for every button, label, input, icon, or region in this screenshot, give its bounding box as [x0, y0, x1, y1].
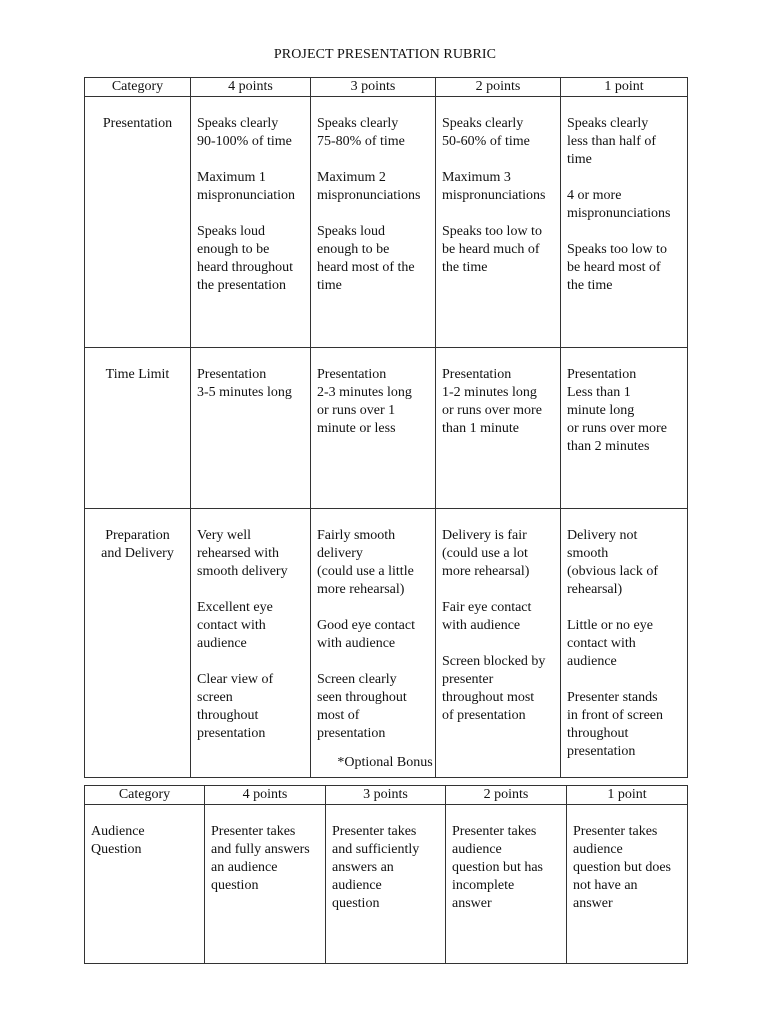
rubric-cell	[311, 348, 436, 509]
rubric-cell	[567, 805, 688, 964]
criterion-text: Clear view of screen throughout presentation	[197, 672, 274, 741]
criterion-text: Maximum 1 mispronunciation	[197, 170, 295, 203]
header-category: Category	[85, 78, 191, 97]
table-row-presentation	[85, 97, 688, 348]
criterion-text: Fair eye contact with audience	[442, 600, 532, 633]
page-title: PROJECT PRESENTATION RUBRIC	[273, 47, 497, 62]
criterion-text: Good eye contact with audience	[317, 618, 415, 651]
criterion-text: Delivery is fair (could use a lot more rehearsal)	[442, 528, 530, 579]
criterion-text: Presenter takes and sufficiently answers an audience question	[332, 824, 420, 911]
criterion-text: Presenter takes audience question but does not have an answer	[573, 824, 671, 911]
rubric-cell	[561, 348, 688, 509]
rubric-cell	[191, 97, 311, 348]
criterion-text: Little or no eye contact with audience	[567, 618, 653, 669]
criterion-text: Presenter stands in front of screen throughout presentation	[567, 690, 664, 759]
header-3-points: 3 points	[311, 78, 436, 97]
criterion-text: Maximum 2 mispronunciations	[317, 170, 421, 203]
rubric-cell	[561, 97, 688, 348]
rubric-cell	[191, 348, 311, 509]
header-row	[85, 78, 688, 97]
rubric-cell	[436, 97, 561, 348]
criterion-text: Excellent eye contact with audience	[197, 600, 273, 651]
category-label: Preparation and Delivery	[101, 528, 174, 561]
table-row-audience-question	[85, 805, 688, 964]
criterion-text: Fairly smooth delivery (could use a little more rehearsal)	[317, 528, 414, 597]
rubric-cell	[311, 509, 436, 778]
criterion-text: Presentation Less than 1 minute long or runs over more than 2 minutes	[567, 367, 667, 454]
criterion-text: Speaks clearly 75-80% of time	[317, 116, 405, 149]
criterion-text: Presentation 3-5 minutes long	[197, 367, 292, 400]
header-2-points: 2 points	[436, 78, 561, 97]
header-4-points: 4 points	[191, 78, 311, 97]
header-3-points: 3 points	[326, 786, 446, 805]
criterion-text: Speaks clearly 90-100% of time	[197, 116, 292, 149]
criterion-text: Speaks too low to be heard most of the time	[567, 242, 667, 293]
criterion-text: Speaks loud enough to be heard throughout the presentation	[197, 224, 294, 293]
header-1-point: 1 point	[561, 78, 688, 97]
header-4-points: 4 points	[205, 786, 326, 805]
criterion-text: Speaks loud enough to be heard most of the time	[317, 224, 415, 293]
criterion-text: Presentation 1-2 minutes long or runs over more than 1 minute	[442, 367, 542, 436]
rubric-cell	[326, 805, 446, 964]
category-cell	[85, 97, 191, 348]
bonus-title: *Optional Bonus	[337, 755, 433, 770]
category-label: Time Limit	[105, 367, 170, 382]
rubric-cell	[561, 509, 688, 778]
rubric-cell	[205, 805, 326, 964]
table-row-preparation	[85, 509, 688, 778]
header-category: Category	[85, 786, 205, 805]
rubric-cell	[446, 805, 567, 964]
bonus-header-row	[85, 786, 688, 805]
criterion-text: Presentation 2-3 minutes long or runs over 1 minute or less	[317, 367, 412, 436]
header-1-point: 1 point	[567, 786, 688, 805]
criterion-text: Presenter takes audience question but has incomplete answer	[452, 824, 543, 911]
criterion-text: 4 or more mispronunciations	[567, 188, 671, 221]
criterion-text: Speaks clearly 50-60% of time	[442, 116, 530, 149]
category-label: Presentation	[102, 116, 173, 131]
category-label: Audience Question	[91, 824, 145, 857]
table-row-time-limit	[85, 348, 688, 509]
category-cell	[85, 805, 205, 964]
criterion-text: Maximum 3 mispronunciations	[442, 170, 546, 203]
criterion-text: Speaks too low to be heard much of the time	[442, 224, 542, 275]
bonus-table	[84, 785, 688, 964]
criterion-text: Delivery not smooth (obvious lack of rehearsal)	[567, 528, 658, 597]
rubric-cell	[311, 97, 436, 348]
header-2-points: 2 points	[446, 786, 567, 805]
rubric-cell	[191, 509, 311, 778]
criterion-text: Screen blocked by presenter throughout most of presentation	[442, 654, 546, 723]
rubric-cell	[436, 509, 561, 778]
category-cell	[85, 509, 191, 778]
criterion-text: Speaks clearly less than half of time	[567, 116, 657, 167]
rubric-cell	[436, 348, 561, 509]
category-cell	[85, 348, 191, 509]
criterion-text: Presenter takes and fully answers an audience question	[211, 824, 310, 893]
criterion-text: Screen clearly seen throughout most of presentation	[317, 672, 407, 741]
criterion-text: Very well rehearsed with smooth delivery	[197, 528, 288, 579]
rubric-table	[84, 77, 688, 778]
